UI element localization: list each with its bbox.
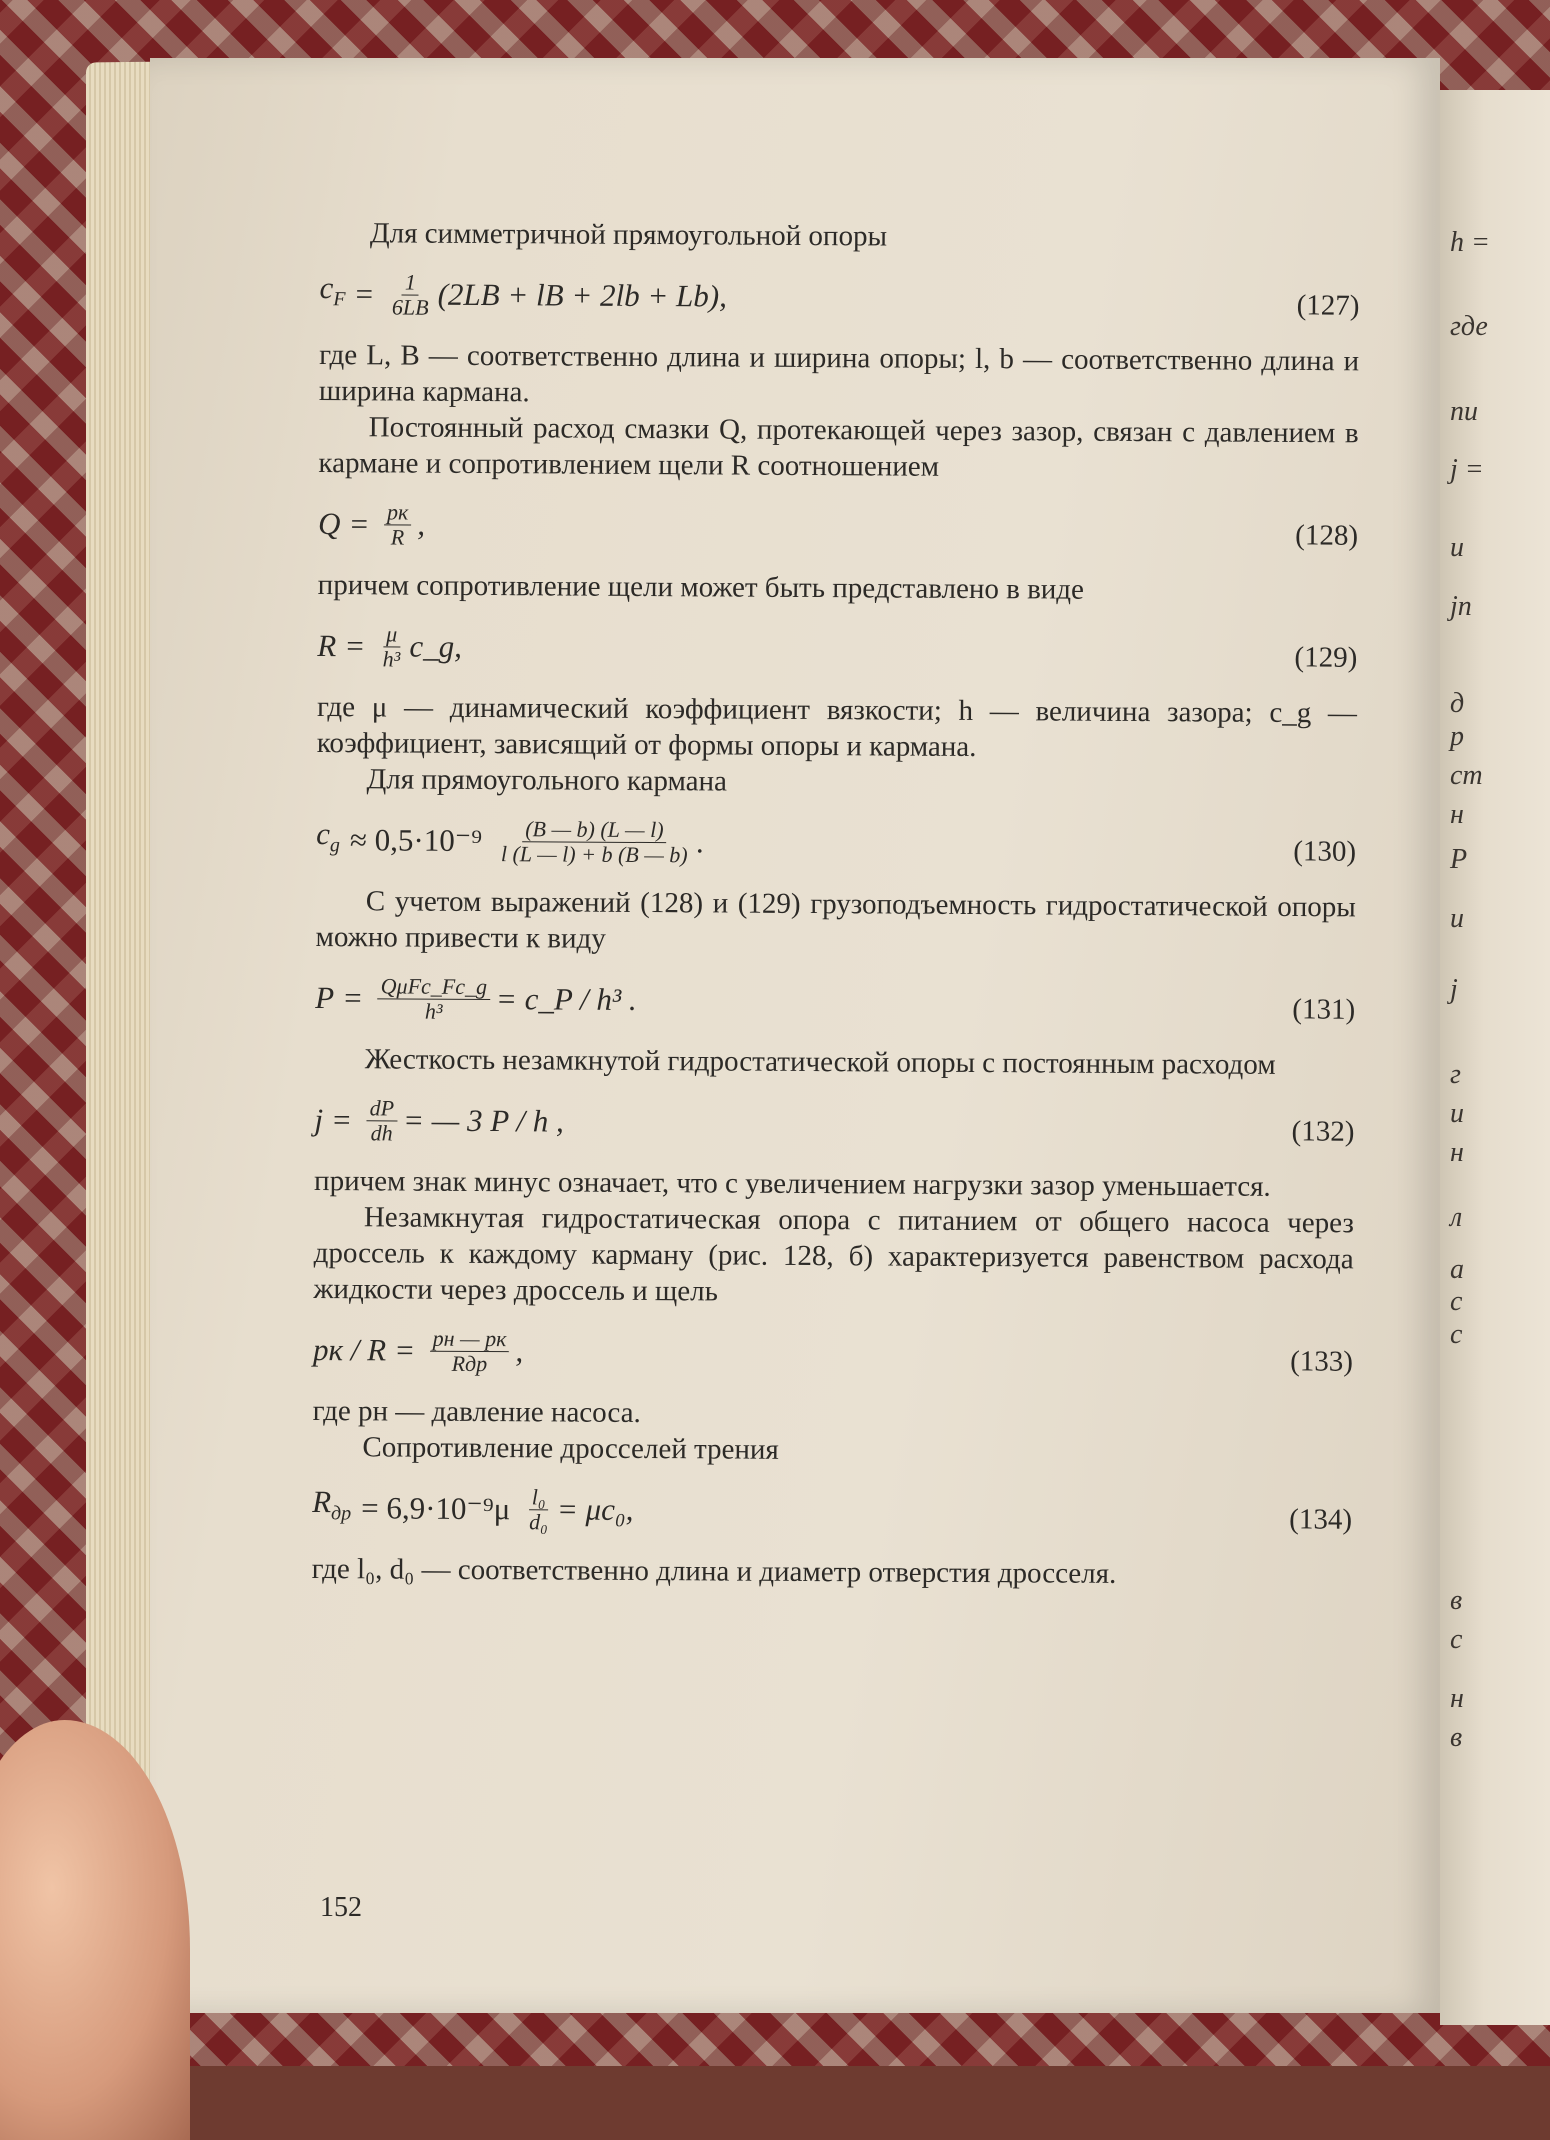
paragraph: Жесткость незамкнутой гидростатической опоры с постоянным расходом [364,1043,1276,1081]
adjacent-page-fragment: j = [1450,454,1484,485]
equation-lhs: pк / R [312,1331,387,1368]
equation-rest: . [696,824,705,860]
equation-fraction [498,817,691,867]
equation-rest: = μc₀, [556,1491,634,1527]
equation-rest: = — 3 P / h , [402,1102,564,1139]
page-text [312,215,1360,1593]
adjacent-page-fragment: а [1450,1253,1464,1285]
fraction-numerator: dP [367,1096,398,1121]
fraction-numerator: l₀ [529,1485,549,1510]
equation [317,619,1357,679]
adjacent-page-fragment: P [1450,844,1468,875]
equation [318,497,1358,557]
adjacent-page-fragment: р [1450,720,1464,752]
equation-fraction [380,622,404,671]
paragraph: Постоянный расход смазки Q, протекающей через зазор, связан с давлением в кармане и сопротивлением щели R соотношением [318,411,1359,483]
equation-fraction [429,1326,509,1375]
adjacent-page-fragment: с [1450,1624,1463,1655]
adjacent-page-fragment: jп [1450,590,1472,622]
equation-fraction [384,500,412,549]
fraction-denominator: h³ [424,998,443,1024]
paragraph: С учетом выражений (128) и (129) грузоподъемность гидростатической опоры можно привести к виду [315,885,1356,955]
equation-lhs: $c_g$ [316,816,340,857]
equation-operator: = [355,276,374,312]
equation-lhs: $R_{др}$ [312,1484,352,1525]
fraction-numerator: pк [384,500,411,525]
equation-rest: , [515,1333,524,1369]
equation-operator: = [350,506,369,542]
equation-operator: = 6,9·10⁻⁹μ [361,1490,511,1527]
equation-lhs: P [315,979,335,1016]
equation-fraction [366,1096,397,1145]
equation-lhs: R [317,627,337,664]
fraction-denominator: d₀ [529,1508,548,1534]
paragraph: Незамкнутая гидростатическая опора с питанием от общего насоса через дроссель к каждому карману (рис. 128, б) характеризуется равенством расхода жидкости через дроссель и щель [313,1201,1354,1308]
adjacent-page-fragment: н [1450,1136,1464,1168]
equation-operator: = [396,1332,414,1368]
equation-number: (130) [1293,835,1357,868]
equation-lhs: Q [318,505,341,542]
adjacent-page-fragment: пи [1450,395,1478,427]
adjacent-page-fragment: д [1450,688,1465,719]
paragraph: причем знак минус означает, что с увеличением нагрузки зазор уменьшается. [314,1164,1271,1203]
equation-number: (131) [1292,993,1356,1026]
equation-fraction [389,270,432,319]
adjacent-page-fragment: где [1450,311,1488,342]
fraction-denominator: l (L — l) + b (B — b) [500,840,688,867]
equation-number: (133) [1290,1345,1354,1378]
paragraph: Сопротивление дросселей трения [362,1431,779,1466]
adjacent-page-fragment: г [1450,1058,1461,1090]
fraction-numerator: 1 [402,270,419,295]
equation [314,1093,1354,1153]
equation-fraction [526,1485,551,1534]
paragraph: Для симметричной прямоугольной опоры [369,217,888,253]
adjacent-page-fragment: и [1450,902,1464,934]
fraction-denominator: Rдр [451,1350,488,1376]
fraction-denominator: 6LB [391,293,429,320]
equation [316,813,1356,873]
adjacent-page-fragment: в [1450,1585,1463,1616]
equation-number: (127) [1296,289,1360,322]
equation [312,1481,1352,1541]
equation-number: (129) [1294,641,1358,674]
fraction-numerator: μ [383,622,400,647]
fraction-denominator: h³ [382,645,401,671]
adjacent-page-fragment: и [1450,532,1464,563]
paragraph: причем сопротивление щели может быть представлено в виде [317,568,1085,606]
paragraph: где μ — динамический коэффициент вязкости; h — величина зазора; c_g — коэффициент, зависящий от формы опоры и кармана. [316,690,1358,764]
equation-rest: , [417,506,426,542]
equation [319,267,1359,327]
adjacent-page-fragment: с [1450,1286,1463,1317]
adjacent-page-fragment: ст [1450,759,1483,791]
equation-rest: c_g, [409,628,463,664]
equation-rest: = c_P / h³ . [495,981,637,1017]
equation-fraction [377,974,490,1024]
adjacent-page-fragment: л [1450,1201,1463,1233]
adjacent-page [1440,90,1550,2025]
equation-number: (132) [1291,1115,1355,1148]
equation [313,1323,1353,1383]
equation-operator: = [344,980,362,1016]
adjacent-page-fragment: в [1450,1721,1463,1753]
equation-operator: = [346,628,364,664]
equation-number: (134) [1289,1503,1353,1536]
adjacent-page-fragment: j [1450,974,1458,1005]
equation [315,971,1355,1031]
equation-lhs: j [314,1101,324,1138]
page-number: 152 [320,1892,362,1923]
adjacent-page-fragment: с [1450,1318,1463,1350]
adjacent-page-fragment: н [1450,798,1464,830]
paragraph: где pн — давление насоса. [312,1394,641,1429]
paragraph: где l₀, d₀ — соответственно длина и диаметр отверстия дросселя. [311,1552,1117,1590]
paragraph: где L, B — соответственно длина и ширина опоры; l, b — соответственно длина и ширина кармана. [318,338,1360,409]
adjacent-page-fragment: и [1450,1097,1464,1129]
equation-lhs-subscript: g [329,834,340,857]
adjacent-page-fragment: h = [1450,226,1490,258]
adjacent-page-fragment: н [1450,1682,1464,1714]
fraction-denominator: dh [370,1119,393,1145]
paragraph: Для прямоугольного кармана [366,763,728,798]
equation-number: (128) [1295,519,1359,552]
fraction-numerator: pн — pк [430,1326,510,1351]
equation-operator: = [332,1102,351,1138]
fraction-numerator: QμFc_Fc_g [378,974,490,1000]
equation-lhs-subscript: др [330,1502,352,1525]
equation-rest: (2LB + lB + 2lb + Lb), [437,276,728,314]
fraction-numerator: (B — b) (L — l) [522,817,666,843]
fraction-denominator: R [390,523,405,550]
equation-lhs: $c_F$ [319,270,346,311]
equation-operator: ≈ 0,5·10⁻⁹ [349,822,483,859]
equation-lhs-subscript: F [333,288,346,311]
